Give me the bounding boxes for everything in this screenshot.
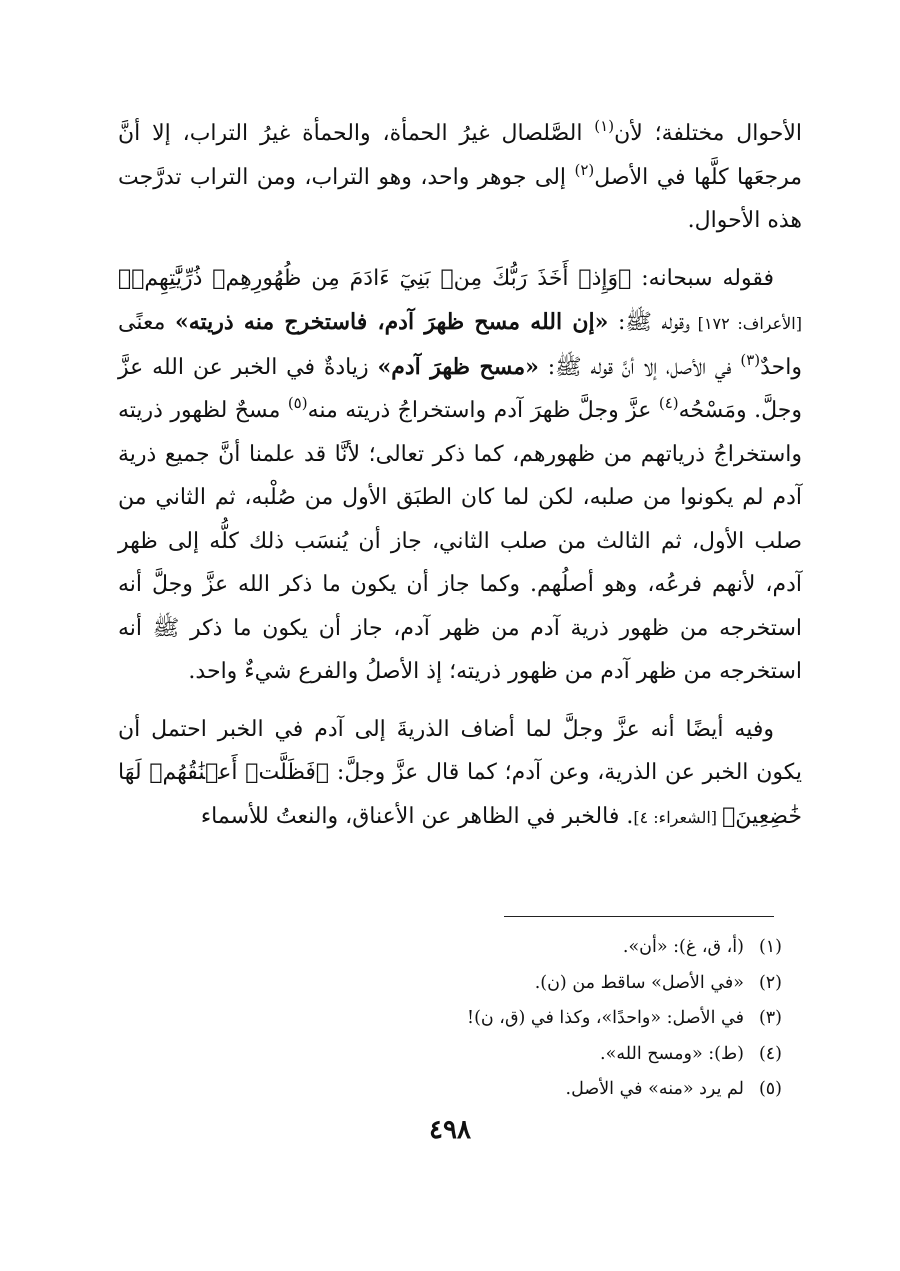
text-run: وفيه أيضًا أنه عزَّ وجلَّ لما أضاف الذريةَ إلى آدم في الخبر احتمل أن يكون الخبر عن الذرية، وعن آدم؛ كما قال عزَّ وجلَّ: [118,716,802,785]
footnote-text: (ط): «ومسح الله». [600,1043,744,1064]
footnote-4 [122,1037,782,1073]
paragraph-2 [118,257,802,694]
footnote-2 [122,966,782,1002]
hadith-quote: «مسح ظهرَ آدم» [377,353,539,380]
footnote-ref-4[interactable]: (٤) [658,394,679,412]
quran-verse: ﴿وَإِذۡ أَخَذَ رَبُّكَ مِنۢ بَنِيٓ ءَادَمَ مِن ظُهُورِهِمۡ ذُرِّيَّٰتِهِمۡ﴾ [118,265,632,291]
footnote-number: (٤) [758,1043,782,1064]
page-number: ٤٩٨ [429,1115,471,1145]
footnote-5 [122,1072,782,1108]
verse-citation: [الشعراء: ٤] [633,807,723,827]
text-run: . فالخبر في الظاهر عن الأعناق، والنعتُ للأسماء [200,803,634,829]
footnotes [122,930,782,1108]
text-run: الصَّلصال غيرُ الحمأة، والحمأة غيرُ التراب، إلا أنَّ مرجعَها كلَّها في الأصل [118,121,802,190]
text-run: معنًى واحدٌ [118,310,803,380]
paragraph-1 [118,112,802,243]
text-run: عزَّ وجلَّ ظهرَ آدم واستخراجُ ذريته منه [307,398,659,423]
text-run: زيادةٌ في الخبر عن الله عزَّ وجلَّ. ومَسْحُه [118,354,802,423]
footnote-1 [122,930,782,966]
text-run: إلى جوهر واحد، وهو التراب، ومن التراب تدرَّجت هذه الأحوال. [118,164,802,233]
footnote-number: (٥) [758,1079,782,1099]
text-run: مسحٌ لظهور ذريته واستخراجُ ذرياتهم من ظهورهم، كما ذكر تعالى؛ لأنَّا قد علمنا أنَّ جميع ذرية آدم لم يكونوا من صلبه، لكن لما كان الطبَق الأول من صُلْبه، ثم الثاني من صلب الأول، ثم الثالث من صلب الثاني، جاز أن يُنسَب ذلك كلُّه إلى ظهر آدم، لأنهم فرعُه، وهو أصلُهم. وكما جاز أن يكون ما ذكر الله عزَّ وجلَّ أنه استخرجه من ظهور ذرية آدم من ظهر آدم، جاز أن يكون ما ذكر ﷺ أنه استخرجه من ظهر آدم من ظهور ذريته؛ إذ الأصلُ والفرع شيءٌ واحد. [118,398,802,684]
text-run: في الأصل، إلا أنَّ قوله ﷺ: [538,354,741,380]
footnote-text: لم يرد «منه» في الأصل. [565,1079,744,1099]
footnote-ref-2[interactable]: (٢) [574,160,595,179]
footnote-number: (٢) [758,972,782,993]
text-run: وقوله ﷺ: [608,310,691,335]
footnote-text: (أ، ق، غ): «أن». [622,937,744,957]
text-run: فقوله سبحانه: [631,265,774,291]
footnote-ref-3[interactable]: (٣) [740,350,761,369]
quran-verse: ﴿فَظَلَّتۡ أَعۡنَٰقُهُمۡ لَهَا خَٰضِعِينَ﴾ [118,760,802,829]
footnote-ref-1[interactable]: (١) [594,117,615,135]
footnote-number: (١) [758,937,782,957]
footnote-3 [122,1001,782,1037]
footnote-ref-5[interactable]: (٥) [287,394,308,412]
text-run: الأحوال مختلفة؛ لأن [614,121,802,146]
footnote-separator [504,916,774,917]
hadith-quote: «إن الله مسح ظهرَ آدم، فاستخرج منه ذريته» [174,309,609,335]
footnote-number: (٣) [758,1008,782,1028]
paragraph-3 [118,708,802,840]
footnote-text: في الأصل: «واحدًا»، وكذا في (ق، ن)! [467,1008,744,1028]
main-text [118,112,802,839]
verse-citation: [الأعراف: ١٧٢] [690,314,802,333]
footnote-text: «في الأصل» ساقط من (ن). [534,972,744,993]
